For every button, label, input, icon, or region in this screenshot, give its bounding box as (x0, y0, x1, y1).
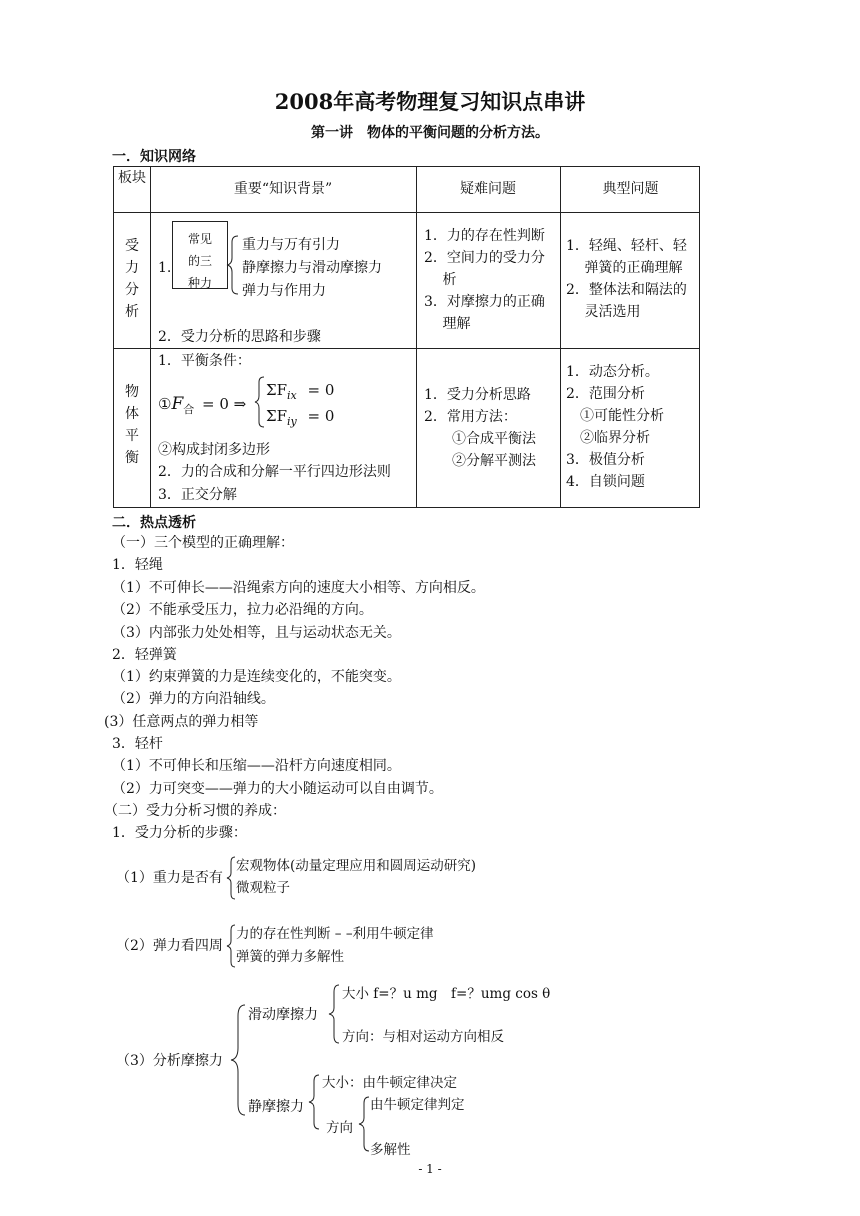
static-friction: 静摩擦力 (248, 1099, 304, 1115)
gravity-check-label: （1）重力是否有 (116, 870, 223, 886)
section-hotspots: 二．热点透析 (112, 515, 196, 531)
header-typical: 典型问题 (602, 181, 659, 197)
sliding-friction: 滑动摩擦力 (248, 1007, 318, 1023)
hot-line-7: （1）约束弹簧的力是连续变化的，不能突变。 (112, 669, 401, 685)
force-gravity: 重力与万有引力 (242, 237, 340, 253)
hot-line-12: （2）力可突变——弹力的大小随运动可以自由调节。 (112, 781, 443, 797)
force-elastic: 弹力与作用力 (242, 283, 326, 299)
hot-line-6: 2．轻弹簧 (112, 647, 177, 663)
elastic-existence: 力的存在性判断 – –利用牛顿定律 (236, 926, 434, 942)
sliding-magnitude: 大小 f=？u mg f=？umg cos θ (342, 986, 551, 1002)
item1-number: 1. (158, 260, 172, 276)
hot-line-5: （3）内部张力处处相等，且与运动状态无关。 (112, 625, 401, 641)
orthogonal-decomposition: 3．正交分解 (158, 487, 237, 503)
equilibrium-equation: $①F_合 = 0$ ⇒ (158, 394, 247, 416)
document-title: 2008年高考物理复习知识点串讲 (274, 89, 586, 114)
sum-fy-equation: $\Sigma F_{iy} = 0$ (266, 407, 335, 428)
parallelogram-rule: 2．力的合成和分解一平行四边形法则 (158, 464, 391, 480)
hot-line-9: (3）任意两点的弹力相等 (104, 714, 259, 730)
friction-check-label: （3）分析摩擦力 (116, 1053, 223, 1069)
hot-line-11: （1）不可伸长和压缩——沿杆方向速度相同。 (112, 758, 401, 774)
elastic-check-label: （2）弹力看四周 (116, 938, 223, 954)
elastic-spring: 弹簧的弹力多解性 (236, 949, 344, 965)
static-brace-icon (308, 1074, 320, 1130)
elastic-brace-icon (226, 924, 236, 968)
header-block: 板块 (118, 170, 146, 186)
equilibrium-condition: 1．平衡条件： (158, 353, 251, 369)
hot-line-1: （一）三个模型的正确理解： (112, 535, 294, 551)
row2-difficult-list: 1．受力分析思路 2．常用方法： ①合成平衡法 ②分解平测法 (424, 387, 536, 469)
friction-brace-icon (230, 1004, 246, 1116)
hot-line-14: 1．受力分析的步骤： (112, 825, 247, 841)
hot-line-3: （1）不可伸长——沿绳索方向的速度大小相等、方向相反。 (112, 580, 485, 596)
row2-typical-list: 1．动态分析。 2．范围分析 ①可能性分析 ②临界分析 3．极值分析 4．自锁问题 (566, 364, 664, 490)
block-force-analysis: 受 力 分 析 (125, 238, 139, 320)
row1-typical-list: 1．轻绳、轻杆、轻 弹簧的正确理解 2．整体法和隔法的 灵活选用 (566, 238, 687, 320)
forces-brace-icon (226, 234, 240, 296)
gravity-macro: 宏观物体(动量定理应用和圆周运动研究) (236, 858, 477, 874)
closed-polygon: ②构成封闭多边形 (158, 442, 270, 458)
section-knowledge-network: 一．知识网络 (112, 149, 196, 165)
gravity-brace-icon (226, 856, 236, 900)
item-analysis-steps: 2．受力分析的思路和步骤 (158, 329, 321, 345)
hot-line-10: 3．轻杆 (112, 736, 163, 752)
knowledge-table (113, 166, 700, 508)
static-direction-label: 方向 (326, 1120, 353, 1136)
page-number: - 1 - (418, 1162, 442, 1176)
lecture-subtitle: 第一讲 物体的平衡问题的分析方法。 (311, 125, 549, 141)
sum-fx-equation: $\Sigma F_{ix} = 0$ (266, 381, 335, 402)
header-background: 重要“知识背景” (233, 181, 333, 197)
static-magnitude: 大小：由牛顿定律决定 (322, 1075, 457, 1091)
static-direction-brace-icon (358, 1096, 370, 1152)
force-friction: 静摩擦力与滑动摩擦力 (242, 260, 382, 276)
three-forces-box: 常见 的三 种力 (172, 221, 228, 289)
sliding-brace-icon (328, 984, 340, 1044)
hot-line-2: 1．轻绳 (112, 557, 163, 573)
header-difficult: 疑难问题 (460, 181, 516, 197)
static-direction-multiple: 多解性 (370, 1142, 411, 1158)
hot-line-13: （二）受力分析习惯的养成： (104, 803, 286, 819)
equation-brace-icon (254, 375, 266, 429)
sliding-direction: 方向：与相对运动方向相反 (342, 1029, 504, 1045)
block-equilibrium: 物 体 平 衡 (125, 384, 139, 466)
hot-line-8: （2）弹力的方向沿轴线。 (112, 691, 275, 707)
gravity-micro: 微观粒子 (236, 880, 290, 896)
hot-line-4: （2）不能承受压力，拉力必沿绳的方向。 (112, 602, 373, 618)
row1-difficult-list: 1．力的存在性判断 2．空间力的受力分 析 3．对摩擦力的正确 理解 (424, 228, 545, 332)
static-direction-newton: 由牛顿定律判定 (370, 1097, 465, 1113)
